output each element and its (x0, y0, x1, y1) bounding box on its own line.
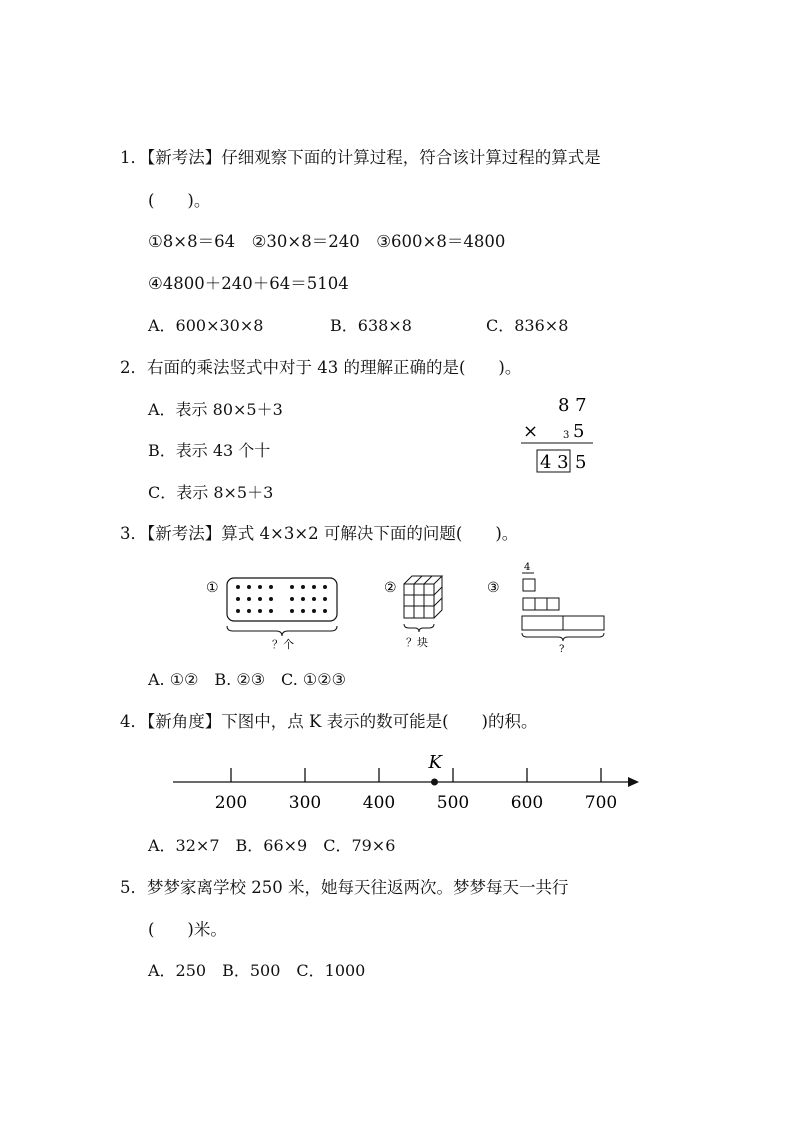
q1-option-a[interactable]: A．600×30×8 (148, 316, 264, 335)
q2-option-c[interactable]: C．表示 8×5＋3 (148, 483, 274, 502)
q3-fig3-row2 (523, 598, 559, 610)
q4-number-line (165, 748, 645, 818)
q3-fig1-dot (312, 597, 316, 601)
q3-fig1-dot (301, 609, 305, 613)
q3-fig1-dot (312, 609, 316, 613)
q3-fig1-dot (247, 609, 251, 613)
q3-fig1-dot (290, 609, 294, 613)
q4-tick-label: 600 (510, 793, 544, 813)
q4-options[interactable]: A．32×7 B．66×9 C．79×6 (148, 836, 396, 855)
q2-calc-last: 5 (575, 452, 587, 473)
q3-fig2-number: ② (384, 580, 397, 596)
q2-option-a[interactable]: A．表示 80×5＋3 (148, 400, 283, 419)
q3-fig1-number: ① (206, 580, 219, 596)
q5-options[interactable]: A．250 B．500 C．1000 (148, 961, 366, 980)
q2-vertical-multiplication (515, 390, 605, 480)
q3-fig1-dot (269, 597, 273, 601)
q4-ticks (215, 768, 617, 813)
q3-fig1-dot (236, 585, 240, 589)
q1-stem: 1．【新考法】仔细观察下面的计算过程，符合该计算过程的算式是 (120, 148, 601, 167)
q3-fig1-dot (290, 597, 294, 601)
q5-stem: 5．梦梦家离学校 250 米，她每天往返两次。梦梦每天一共行 (120, 878, 569, 897)
q4-stem: 4．【新角度】下图中，点 K 表示的数可能是( )的积。 (120, 712, 538, 731)
q3-fig3-number: ③ (487, 580, 500, 596)
q1-steps-line2: ④4800＋240＋64＝5104 (148, 274, 349, 293)
q4-point-k-label: K (428, 752, 442, 773)
q3-fig3-row1 (523, 579, 535, 591)
q3-fig3-top-label: 4 (524, 562, 531, 573)
q4-axis-arrow (628, 777, 639, 787)
q3-fig1-dots (236, 585, 327, 613)
q2-option-b[interactable]: B．表示 43 个十 (148, 441, 271, 460)
q3-fig1-dot (258, 609, 262, 613)
q3-fig2-brace (404, 624, 434, 632)
q3-fig1-dot (323, 609, 327, 613)
q2-calc-boxed: 4 3 (540, 452, 569, 473)
q3-fig1-dot (312, 585, 316, 589)
q3-fig1-dot (247, 597, 251, 601)
q2-calc-bottom: 5 (573, 421, 585, 442)
q3-fig1-dot (269, 585, 273, 589)
q3-figures (200, 560, 620, 660)
q3-fig1-dot (258, 585, 262, 589)
q4-tick-label: 300 (288, 793, 322, 813)
q3-fig3-brace (522, 633, 604, 641)
q3-fig3-row3 (522, 616, 604, 630)
q3-fig1-dot (258, 597, 262, 601)
q3-fig1-dot (323, 597, 327, 601)
q4-tick-label: 500 (436, 793, 470, 813)
q4-tick-label: 400 (362, 793, 396, 813)
q3-fig1-dot (301, 585, 305, 589)
q3-fig1-dot (290, 585, 294, 589)
q3-fig1-dot (236, 609, 240, 613)
q5-blank: ( )米。 (148, 920, 227, 939)
q2-calc-times: × (523, 421, 539, 442)
q3-fig2-cube-stack (404, 576, 442, 618)
q3-stem: 3．【新考法】算式 4×3×2 可解决下面的问题( )。 (120, 524, 519, 543)
q3-options[interactable]: A. ①② B. ②③ C. ①②③ (148, 670, 346, 689)
q3-fig1-dot (236, 597, 240, 601)
q2-calc-carry: 3 (563, 430, 570, 441)
q1-blank: ( )。 (148, 191, 211, 210)
q1-steps-line1: ①8×8＝64 ②30×8＝240 ③600×8＝4800 (148, 232, 506, 251)
q3-fig2-label: ？块 (406, 636, 428, 649)
q3-fig3-label: ? (559, 644, 565, 655)
q4-tick-label: 700 (584, 793, 618, 813)
q2-stem: 2．右面的乘法竖式中对于 43 的理解正确的是( )。 (120, 358, 522, 377)
q4-point-k (431, 779, 438, 786)
q3-fig1-dot (301, 597, 305, 601)
q3-fig1-brace (227, 626, 337, 636)
q3-fig1-label: ？个 (272, 638, 294, 651)
q3-fig1-dot (269, 609, 273, 613)
q4-tick-label: 200 (214, 793, 248, 813)
q3-fig1-dot (323, 585, 327, 589)
q3-fig1-frame (227, 578, 337, 621)
q1-option-b[interactable]: B．638×8 (330, 316, 412, 335)
q2-calc-top: 8 7 (558, 395, 587, 416)
q3-fig1-dot (247, 585, 251, 589)
q1-option-c[interactable]: C．836×8 (486, 316, 569, 335)
